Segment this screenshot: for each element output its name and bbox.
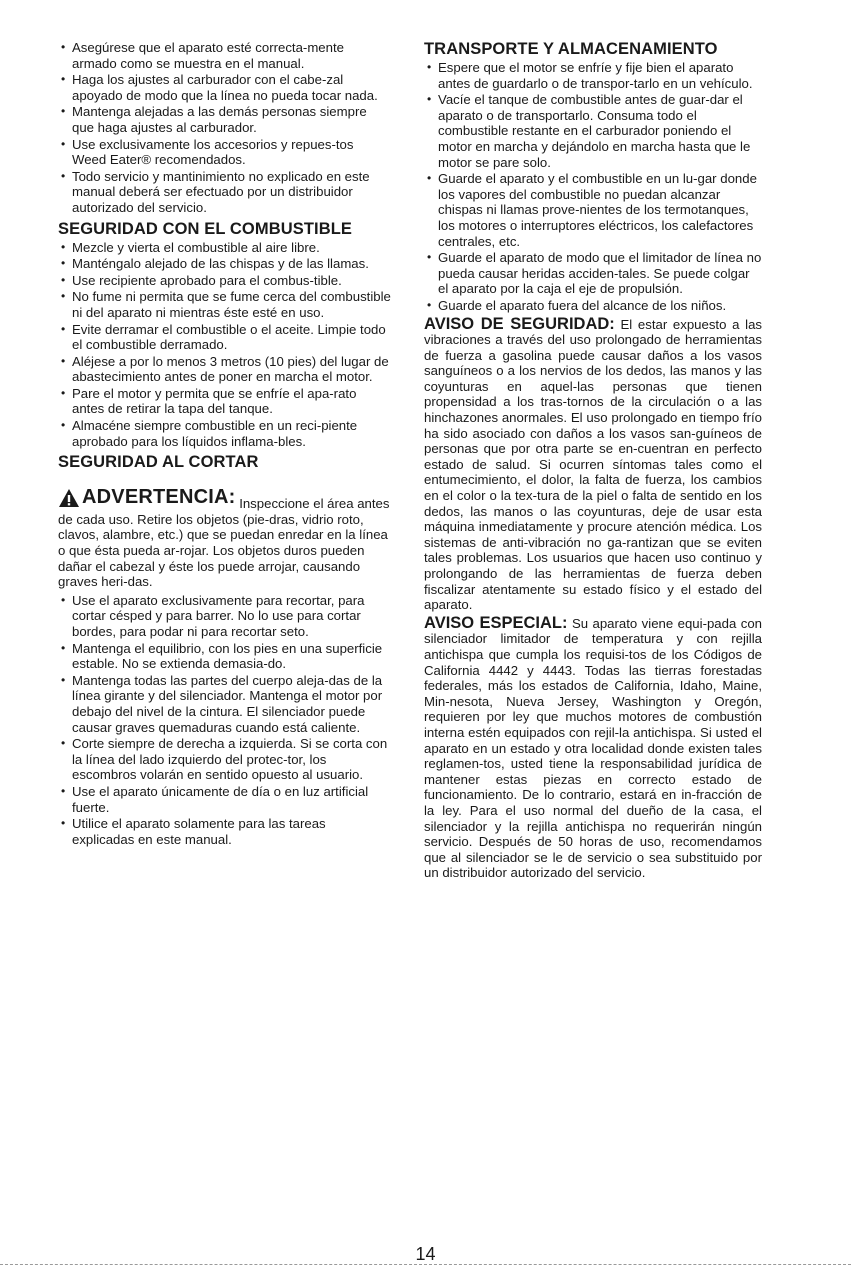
- list-item: • Corte siempre de derecha a izquierda. Si se corta con la línea del lado izquierdo del protec-tor, los escombros volarán en sentido opuesto al usuario.: [61, 736, 388, 783]
- transport-storage-heading: TRANSPORTE Y ALMACENAMIENTO: [424, 40, 718, 58]
- list-item: • Use el aparato exclusivamente para recortar, para cortar césped y para barrer. No lo use para cortar bordes, para podar ni para recortar seto.: [61, 592, 365, 639]
- left-column: [58, 40, 391, 848]
- safety-notice-text: El estar expuesto a las vibraciones a través del uso prolongado de herramientas de fuerza a gasolina puede causar daños a los vasos sanguíneos o a los nervios de los dedos, las manos y las coyunturas en aquel-las personas que tienen propensidad a los tras-tornos de la circulación o a las hinchazones anormales. El uso prolongado en tiempo frío ha sido asociado con daños a los vasos san-guíneos de personas que por otra parte se en-cuentran en perfecto estado de salud. Si ocurren síntomas tales como el entumecimiento, el dolor, la falta de fuerza, los cambios en el color o la tex-tura de la piel o falta de sentido en los dedos, las manos o las coyunturas, deje de usar esta máquina inmediatamente y procure atención médica. Los sistemas de anti-vibración no ga-rantizan que se eviten tales problemas. Los usuarios que hacen uso continuo y prolongando de las herramientas de fuerza deben fiscalizar atentamente su estado físico y el estado del aparato.: [424, 316, 763, 613]
- warning-block: [58, 486, 391, 590]
- list-item: • Mantenga alejadas a las demás personas siempre que haga ajustes al carburador.: [61, 104, 367, 135]
- list-item: • Mantenga el equilibrio, con los pies en una superficie estable. No se extienda demasia-do.: [61, 640, 383, 672]
- list-item: • Mezcle y vierta el combustible al aire libre.: [61, 239, 320, 255]
- fuel-safety-list: [58, 240, 391, 450]
- list-item: • Use exclusivamente los accesorios y repues-tos Weed Eater® recomendados.: [61, 136, 354, 168]
- list-item: • Vacíe el tanque de combustible antes de guar-dar el aparato o de transportarlo. Consuma todo el combustible restante en el carburador poniendo el motor en marcha y dejándolo en marcha hasta que le motor se pare solo.: [427, 92, 751, 170]
- list-item: • Utilice el aparato solamente para las tareas explicadas en este manual.: [61, 816, 326, 847]
- list-item: • Guarde el aparato fuera del alcance de los niños.: [427, 297, 727, 313]
- list-item: • Guarde el aparato de modo que el limitador de línea no pueda causar heridas acciden-tales. Se puede colgar el aparato por la caja el eje de propulsión.: [427, 250, 762, 297]
- list-item: • Todo servicio y mantinimiento no explicado en este manual deberá ser efectuado por un distribuidor autorizado del servicio.: [61, 168, 370, 215]
- safety-notice-title: AVISO DE SEGURIDAD:: [424, 314, 615, 333]
- list-item: • Mantenga todas las partes del cuerpo aleja-das de la línea girante y del silenciador. Mantenga el motor por debajo del nivel de la cintura. El silenciador puede causar graves quemaduras cuando está caliente.: [61, 672, 383, 735]
- warning-triangle-icon: [58, 488, 80, 508]
- list-item: • Use el aparato únicamente de día o en luz artificial fuerte.: [61, 783, 369, 815]
- page-number: 14: [415, 1244, 436, 1264]
- cutting-safety-heading: SEGURIDAD AL CORTAR: [58, 453, 259, 472]
- list-item: • Haga los ajustes al carburador con el cabe-zal apoyado de modo que la línea no pueda tocar nada.: [61, 72, 378, 103]
- special-notice-text: Su aparato viene equi-pada con silenciador limitador de temperatura y con rejilla antichispa que cumpla los requisi-tos de los Códigos de California 4442 y 4443. Todas las tierras forestadas federales, más los estados de California, Idaho, Maine, Min-nesota, Nueva Jersey, Washington y Oregón, requieren por ley que muchos motores de combustión interna estén equipados con rejil-la antichispa. Si usted el aparato en un estado y otra localidad donde existen tales reglamen-tos, usted tiene la responsabilidad jurídica de mantener estas piezas en correcto estado de funcionamiento. De lo contrario, estará en in-fracción de la ley. Para el uso normal del dueño de la casa, el silenciador y la rejilla antichispa no requerirán ningún servicio. Después de 50 horas de uso, recomendamos que al silenciador se le de servicio o sea substituido por un distribuidor autorizado del servicio.: [424, 615, 762, 881]
- fuel-safety-heading: SEGURIDAD CON EL COMBUSTIBLE: [58, 219, 353, 238]
- list-item: • No fume ni permita que se fume cerca del combustible ni del aparato ni mientras éste esté en uso.: [61, 289, 391, 320]
- right-column: [424, 40, 762, 881]
- transport-storage-list: [424, 60, 762, 314]
- warning-title: ADVERTENCIA:: [82, 486, 236, 509]
- list-item: • Evite derramar el combustible o el aceite. Limpie todo el combustible derramado.: [61, 321, 386, 353]
- warning-header: [58, 486, 236, 508]
- list-item: • Espere que el motor se enfríe y fije bien el aparato antes de guardarlo o de transpor-tarlo en un vehículo.: [427, 60, 753, 91]
- list-item: • Aléjese a por lo menos 3 metros (10 pies) del lugar de abastecimiento antes de poner en marcha el motor.: [61, 353, 389, 385]
- list-item: • Manténgalo alejado de las chispas y de las llamas.: [61, 256, 369, 272]
- special-notice: [424, 613, 762, 881]
- bottom-divider: [0, 1264, 851, 1266]
- list-item: • Guarde el aparato y el combustible en un lu-gar donde los vapores del combustible no puedan alcanzar chispas ni llamas prove-nientes de los termotanques, los motores o interruptores eléctricos, los calefactores centrales, etc.: [427, 171, 757, 249]
- list-item: • Almacéne siempre combustible en un reci-piente aprobado para los líquidos inflama-bles.: [61, 418, 358, 449]
- list-item: • Asegúrese que el aparato esté correcta-mente armado como se muestra en el manual.: [61, 40, 344, 71]
- list-item: • Pare el motor y permita que se enfríe el apa-rato antes de retirar la tapa del tanque.: [61, 385, 357, 417]
- warning-text: Inspeccione el área antes de cada uso. Retire los objetos (pie-dras, vidrio roto, clavos, alambre, etc.) que se puedan enredar en la línea o que ésta pueda ar-rojar. Los objetos duros pueden dañar el cabezal y éste los puede arrojar, causando graves heri-das.: [58, 496, 390, 590]
- cutting-safety-list: [58, 593, 391, 848]
- list-item: • Use recipiente aprobado para el combus-tible.: [61, 272, 342, 288]
- special-notice-title: AVISO ESPECIAL:: [424, 613, 568, 632]
- safety-notice: [424, 314, 763, 613]
- intro-list: [58, 40, 391, 216]
